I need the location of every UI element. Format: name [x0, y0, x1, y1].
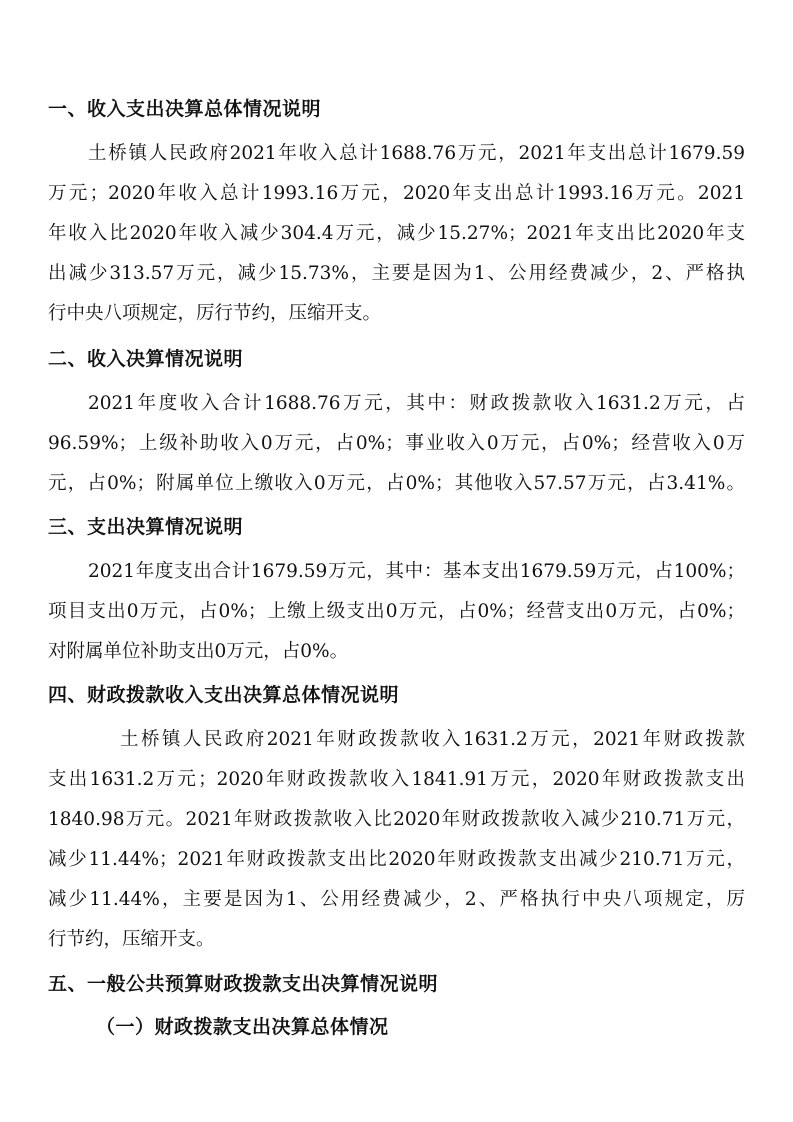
sub-heading: （一）财政拨款支出决算总体情况 [96, 1016, 389, 1038]
paragraph-line: 出减少313.57万元，减少15.73%，主要是因为1、公用经费减少，2、严格执 [48, 263, 745, 284]
paragraph-line: 96.59%；上级补助收入0万元，占0%；事业收入0万元，占0%；经营收入0万 [48, 433, 745, 454]
paragraph-line: 土桥镇人民政府2021年收入总计1688.76万元，2021年支出总计1679.59 [88, 143, 745, 164]
paragraph-line: 项目支出0万元，占0%；上缴上级支出0万元，占0%；经营支出0万元，占0%； [48, 601, 745, 622]
paragraph-line: 行节约，压缩开支。 [48, 929, 215, 950]
paragraph-line: 2021年度支出合计1679.59万元，其中：基本支出1679.59万元，占100%； [88, 561, 745, 582]
section-heading-2: 二、收入决算情况说明 [48, 348, 244, 370]
paragraph-line: 行中央八项规定，厉行节约，压缩开支。 [48, 303, 382, 324]
paragraph-line: 土桥镇人民政府2021年财政拨款收入1631.2万元，2021年财政拨款 [120, 729, 745, 750]
paragraph-line: 万元；2020年收入总计1993.16万元，2020年支出总计1993.16万元。2021 [48, 183, 745, 204]
paragraph-line: 支出1631.2万元；2020年财政拨款收入1841.91万元，2020年财政拨款支出 [48, 769, 745, 790]
paragraph-line: 减少11.44%，主要是因为1、公用经费减少，2、严格执行中央八项规定，厉 [48, 889, 745, 910]
section-heading-5: 五、一般公共预算财政拨款支出决算情况说明 [48, 973, 439, 995]
paragraph-line: 减少11.44%；2021年财政拨款支出比2020年财政拨款支出减少210.71万元， [48, 849, 745, 870]
section-heading-4: 四、财政拨款收入支出决算总体情况说明 [48, 684, 400, 706]
paragraph-line: 对附属单位补助支出0万元，占0%。 [48, 641, 349, 662]
paragraph-line: 2021年度收入合计1688.76万元，其中：财政拨款收入1631.2万元，占 [88, 393, 745, 414]
paragraph-line: 年收入比2020年收入减少304.4万元，减少15.27%；2021年支出比2020年支 [48, 223, 745, 244]
section-heading-3: 三、支出决算情况说明 [48, 516, 244, 538]
paragraph-line: 1840.98万元。2021年财政拨款收入比2020年财政拨款收入减少210.71万元， [48, 809, 745, 830]
paragraph-line: 元，占0%；附属单位上缴收入0万元，占0%；其他收入57.57万元，占3.41%。 [48, 473, 745, 494]
section-heading-1: 一、收入支出决算总体情况说明 [48, 98, 322, 120]
